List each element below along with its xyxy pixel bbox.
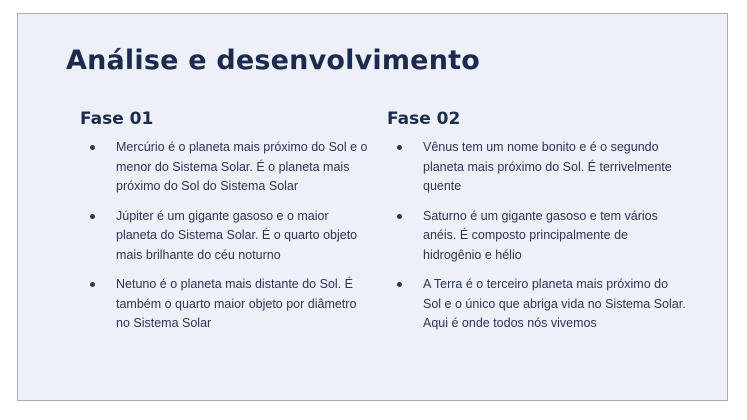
bullet-icon (397, 145, 402, 150)
list-item-text: Saturno é um gigante gasoso e tem vários anéis. É composto principalmente de hidrogênio e hélio (423, 208, 658, 262)
phase-01-column (80, 109, 370, 344)
bullet-icon (90, 282, 95, 287)
bullet-icon (397, 214, 402, 219)
list-item (80, 138, 370, 197)
bullet-icon (90, 214, 95, 219)
phase-02-list (387, 138, 687, 334)
phase-01-list (80, 138, 370, 334)
phase-01-heading: Fase 01 (80, 109, 154, 129)
list-item-text: A Terra é o terceiro planeta mais próximo do Sol e o único que abriga vida no Sistema Solar. Aqui é onde todos nós vivemos (423, 277, 686, 330)
list-item (80, 207, 370, 266)
list-item (387, 207, 687, 266)
list-item-text: Netuno é o planeta mais distante do Sol. É também o quarto maior objeto por diâmetro no Sistema Solar (116, 277, 357, 330)
list-item (80, 275, 370, 334)
bullet-icon (90, 145, 95, 150)
slide (17, 13, 728, 401)
phase-02-column (387, 109, 687, 344)
slide-title: Análise e desenvolvimento (66, 45, 480, 76)
list-item-text: Mercúrio é o planeta mais próximo do Sol e o menor do Sistema Solar. É o planeta mais próximo do Sol do Sistema Solar (116, 140, 368, 193)
list-item-text: Júpiter é um gigante gasoso e o maior planeta do Sistema Solar. É o quarto objeto mais brilhante do céu noturno (116, 208, 358, 262)
list-item-text: Vênus tem um nome bonito e é o segundo planeta mais próximo do Sol. É terrivelmente quente (423, 140, 672, 193)
bullet-icon (397, 282, 402, 287)
phase-02-heading: Fase 02 (387, 109, 461, 129)
list-item (387, 275, 687, 334)
list-item (387, 138, 687, 197)
